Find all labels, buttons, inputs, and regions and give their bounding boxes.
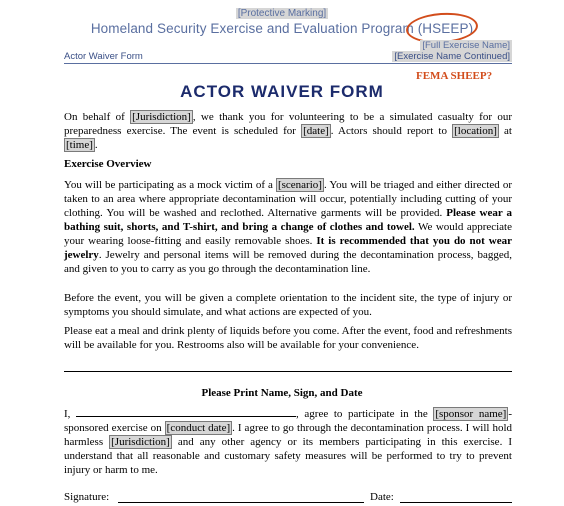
intro-paragraph: On behalf of [Jurisdiction] , we thank you for volunteering to be a simulated casualty for our preparedness exercise. The event is scheduled for [date] . Actors should report to [location] at [time] . bbox=[64, 111, 513, 151]
program-title: Homeland Security Exercise and Evaluation Program (HSEEP) bbox=[90, 21, 474, 36]
date-field[interactable] bbox=[400, 502, 512, 503]
signature-heading: Please Print Name, Sign, and Date bbox=[201, 387, 363, 399]
header-divider bbox=[64, 63, 512, 64]
scenario-placeholder: [scenario] bbox=[277, 179, 322, 191]
date-placeholder: [date] bbox=[303, 125, 329, 137]
header-form-name: Actor Waiver Form bbox=[64, 51, 143, 62]
signature-field[interactable] bbox=[118, 502, 364, 503]
location-placeholder: [location] bbox=[454, 125, 497, 137]
signature-label: Signature: bbox=[64, 491, 110, 503]
jurisdiction-placeholder: [Jurisdiction] bbox=[132, 111, 191, 123]
page-title: ACTOR WAIVER FORM bbox=[180, 82, 384, 101]
agreement-paragraph: I, , agree to participate in the [sponsor name] -sponsored exercise on [conduct date] . I agree to go through the decontamination process. I will hold harmless [Jurisdiction] and any other agency or its members participating in this exercise. I understand that all reasonable and customary safety measures will be performed to try to prevent injury or harm to me. bbox=[64, 408, 513, 476]
exercise-name-continued: [Exercise Name Continued] bbox=[394, 51, 510, 62]
orientation-paragraph: Before the event, you will be given a complete orientation to the incident site, the type of injury or symptoms you should simulate, and what actions are expected of you. bbox=[64, 292, 512, 318]
section-heading-overview: Exercise Overview bbox=[64, 158, 152, 170]
conduct-date-placeholder: [conduct date] bbox=[166, 422, 231, 434]
jurisdiction-placeholder-2: [Jurisdiction] bbox=[111, 436, 170, 448]
fema-annotation: FEMA SHEEP? bbox=[416, 70, 493, 82]
meal-paragraph: Please eat a meal and drink plenty of liquids before you come. After the event, food and refreshments will be available for you. Restrooms also will be available for your convenience. bbox=[64, 325, 512, 351]
overview-paragraph: You will be participating as a mock victim of a [scenario] . You will be triaged and either directed or taken to an area where appropriate decontamination will occur, potentially including cutting of your clothing. You will be washed and reclothed. Alternative garments will be provided. Please wear a bathing suit, shorts, and T-shirt, and bring a change of clothes and towel. We would appreciate your wearing loose-fitting and easily removable shoes. It is recommended that you do not wear jewelry. Jewelry and personal items will be removed during the decontamination process, bagged, and given to you to carry as you go through the decontamination line. bbox=[64, 179, 513, 275]
sponsor-name-placeholder: [sponsor name] bbox=[435, 408, 507, 420]
print-name-field[interactable] bbox=[76, 407, 296, 417]
date-label: Date: bbox=[370, 491, 394, 503]
full-exercise-name: [Full Exercise Name] bbox=[422, 40, 510, 51]
section-divider bbox=[64, 371, 512, 372]
protective-marking: [Protective Marking] bbox=[237, 8, 327, 19]
time-placeholder: [time] bbox=[66, 139, 93, 151]
